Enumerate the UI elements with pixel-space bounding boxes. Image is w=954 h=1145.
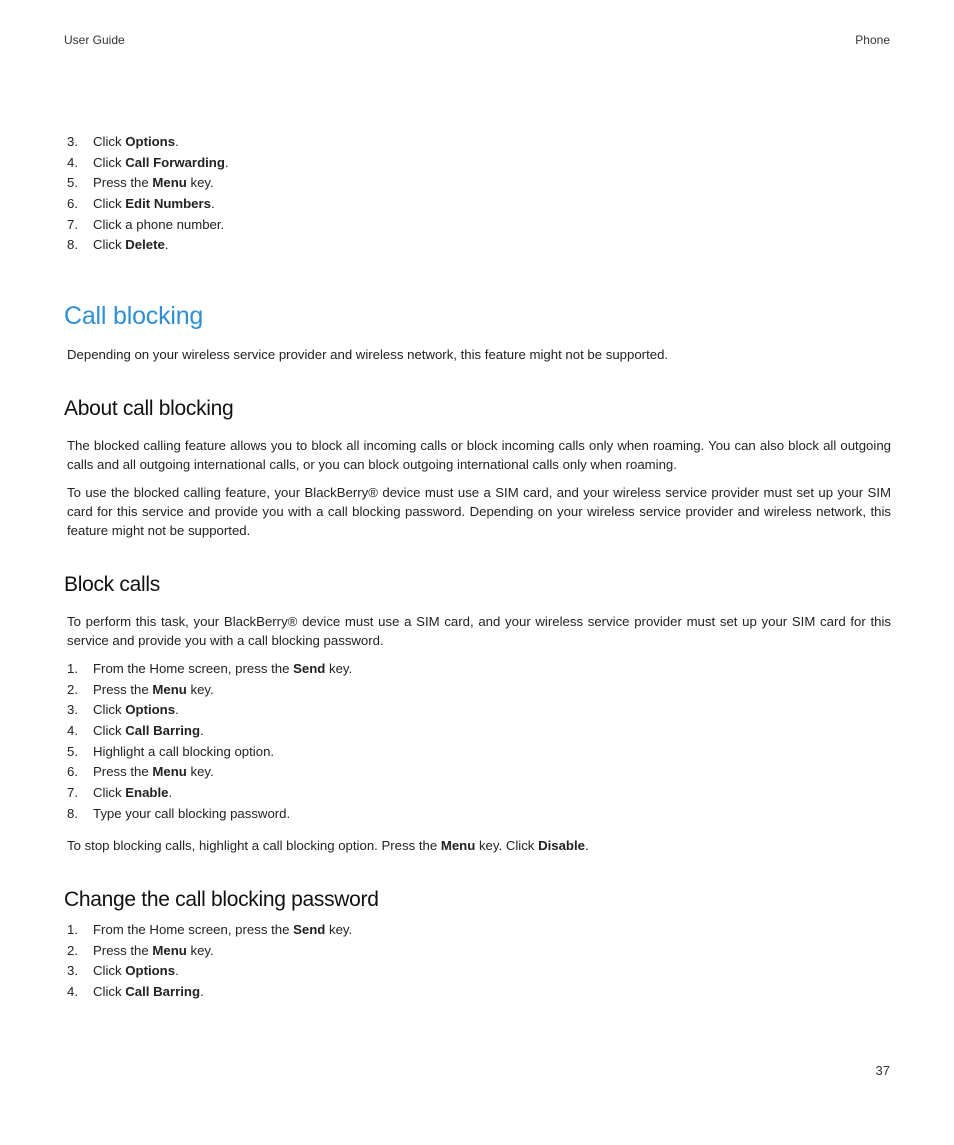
step-text: Click [93, 723, 126, 739]
step-number: 8. [67, 805, 78, 821]
step-ui-term: Call Barring [125, 984, 200, 1000]
step-text-suffix: key. [325, 922, 353, 937]
step-text-suffix: key. [186, 764, 214, 780]
step-text-suffix: . [200, 984, 204, 1000]
call-blocking-intro: Depending on your wireless service provider and wireless network, this feature might not be supported. [67, 347, 669, 362]
step-item [64, 721, 352, 742]
step-ui-term: Send [293, 922, 326, 937]
step-number: 8. [67, 237, 78, 253]
step-text-suffix: . [210, 196, 215, 212]
step-text: Highlight a call blocking option. [93, 743, 275, 759]
step-number: 7. [67, 785, 78, 801]
step-ui-term: Menu [152, 681, 187, 697]
step-ui-term: Menu [152, 175, 187, 191]
step-text: Click [93, 963, 126, 979]
heading-block-calls: Block calls [64, 573, 160, 596]
heading-change-password: Change the call blocking password [64, 888, 379, 911]
step-number: 4. [67, 984, 78, 1000]
step-ui-term: Edit Numbers [125, 196, 211, 212]
step-text: Click [93, 154, 126, 170]
step-text: From the Home screen, press the [93, 661, 294, 676]
step-item [64, 742, 352, 763]
step-ui-term: Call Forwarding [125, 154, 225, 170]
step-item [64, 215, 229, 236]
about-paragraph-2: To use the blocked calling feature, your BlackBerry® device must use a SIM card, and your wireless service provider must set up your SIM card for this service and provide you with a call blocking password. Depending on your wireless service provider and wireless network, this feature might not be supported. [67, 485, 891, 538]
step-item [64, 920, 352, 941]
step-text-suffix: . [200, 723, 204, 739]
heading-about-call-blocking: About call blocking [64, 397, 234, 420]
step-text-suffix: key. [186, 942, 214, 958]
step-item [64, 235, 229, 256]
heading-call-blocking: Call blocking [64, 302, 204, 330]
step-ui-term: Menu [152, 764, 187, 780]
step-item [64, 762, 352, 783]
step-text: Type your call blocking password. [93, 805, 291, 821]
step-item [64, 153, 229, 174]
step-ui-term: Menu [152, 942, 187, 958]
step-number: 3. [67, 702, 78, 718]
step-text: Click [93, 785, 126, 801]
step-item [64, 173, 229, 194]
step-item [64, 680, 352, 701]
step-number: 7. [67, 216, 78, 232]
about-paragraph-1: The blocked calling feature allows you to block all incoming calls or block incoming calls only when roaming. You can also block all outgoing calls and all outgoing international calls, or you can block outgoing international calls only when roaming. [67, 438, 891, 472]
steps-list-block-calls [64, 659, 352, 825]
step-item [64, 700, 352, 721]
step-item [64, 132, 229, 153]
steps-list-change-password [64, 920, 352, 1003]
step-number: 5. [67, 743, 78, 759]
step-ui-term: Options [125, 702, 176, 718]
step-ui-term: Delete [125, 237, 165, 253]
step-item [64, 659, 352, 680]
step-text: Click [93, 237, 126, 253]
step-text-suffix: . [175, 963, 179, 979]
step-text: From the Home screen, press the [93, 922, 294, 937]
step-text-suffix: key. [186, 175, 214, 191]
step-number: 4. [67, 154, 78, 170]
step-text: Press the [93, 681, 153, 697]
step-number: 3. [67, 963, 78, 979]
header-guide-title: User Guide [64, 33, 125, 47]
step-text-suffix: key. [186, 681, 214, 697]
step-number: 4. [67, 723, 78, 739]
step-item [64, 961, 352, 982]
step-ui-term: Call Barring [125, 723, 200, 739]
step-item [64, 804, 352, 825]
step-text-suffix: . [168, 785, 173, 801]
step-text: Press the [93, 764, 153, 780]
step-text: Click [93, 196, 126, 212]
step-text: Click a phone number. [93, 216, 225, 232]
step-ui-term: Send [293, 661, 326, 676]
step-number: 5. [67, 175, 78, 191]
step-text: Click [93, 984, 126, 1000]
step-item [64, 194, 229, 215]
steps-list-top [64, 132, 229, 256]
step-text: Press the [93, 175, 153, 191]
step-text-suffix: . [164, 237, 169, 253]
step-text: Click [93, 702, 126, 718]
step-item [64, 783, 352, 804]
page-number: 37 [875, 1063, 890, 1078]
step-ui-term: Options [125, 134, 176, 149]
step-ui-term: Options [125, 963, 176, 979]
step-text: Press the [93, 942, 153, 958]
step-item [64, 982, 352, 1003]
step-number: 2. [67, 681, 78, 697]
step-text-suffix: key. [325, 661, 353, 676]
step-item [64, 941, 352, 962]
step-number: 3. [67, 134, 78, 149]
block-calls-intro: To perform this task, your BlackBerry® device must use a SIM card, and your wireless service provider must set up your SIM card for this service and provide you with a call blocking password. [67, 614, 891, 648]
step-ui-term: Enable [125, 785, 169, 801]
step-number: 6. [67, 196, 78, 212]
step-number: 1. [67, 922, 78, 937]
step-text-suffix: . [224, 154, 229, 170]
header-section-title: Phone [855, 33, 890, 47]
block-calls-note: To stop blocking calls, highlight a call blocking option. Press the Menu key. Click Disable. [67, 838, 589, 853]
step-text-suffix: . [175, 702, 179, 718]
step-number: 6. [67, 764, 78, 780]
step-number: 1. [67, 661, 78, 676]
step-number: 2. [67, 942, 78, 958]
step-text-suffix: . [175, 134, 179, 149]
step-text: Click [93, 134, 126, 149]
